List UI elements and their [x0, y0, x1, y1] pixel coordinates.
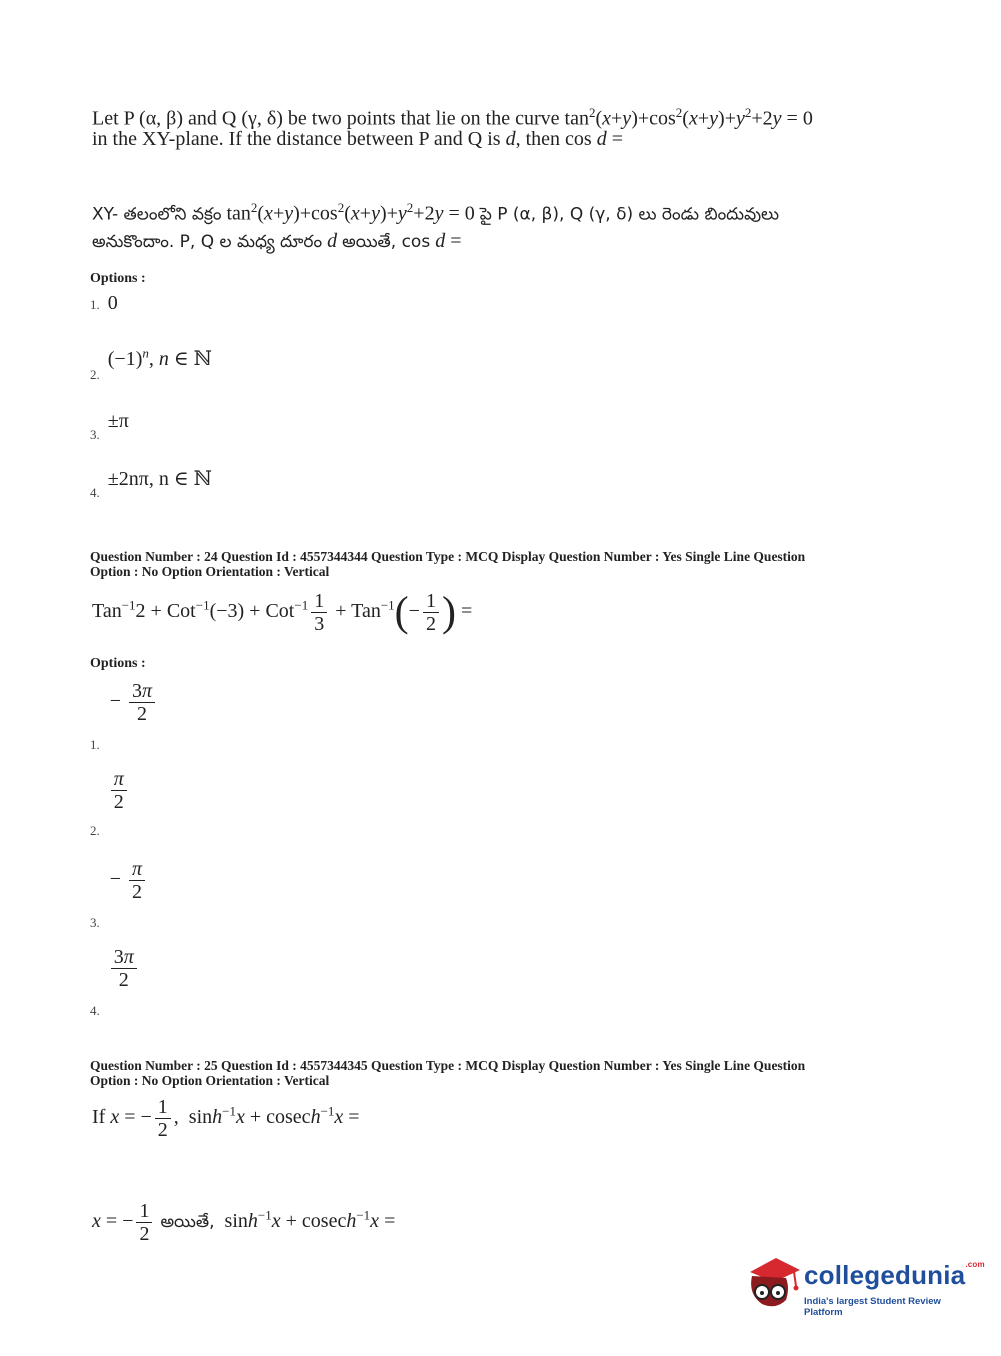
- logo-suffix: .com: [965, 1260, 985, 1269]
- q23-option-3[interactable]: $_{3.}$ ±π: [90, 410, 129, 442]
- q23-telugu-line2: అనుకొందాం. P, Q ల మధ్య దూరం d అయితే, cos d =: [92, 230, 462, 252]
- mascot-icon: [742, 1252, 802, 1312]
- q25-question-telugu: x = − $\frac{1}{2}$ అయితే, $\sinh^{-1}x + cosech^{-1}x$ =: [92, 1200, 396, 1245]
- q23-telugu-line1: XY- తలంలోని వక్రం $\tan^2(x+y)+\cos^2(x+y)+y^2+2y = 0$ పై P (α, β), Q (γ, δ) లు రెండు బిందువులు: [92, 200, 779, 225]
- q24-meta: Question Number : 24 Question Id : 4557344344 Question Type : MCQ Display Question Number : Yes Single Line Question Option : No Option Orientation : Vertical: [90, 549, 806, 579]
- collegedunia-logo[interactable]: [742, 1250, 985, 1320]
- q24-option-2[interactable]: $_{2.}$ $\frac{\pi}{2}$: [90, 768, 130, 813]
- logo-brand: collegedunia: [804, 1260, 966, 1290]
- q24-question: Tan$^{-1}$2 + Cot$^{-1}$(−3) + Cot$^{-1}$ $\frac{1}{3}$ + Tan$^{-1}$(− $\frac{1}{2}$ ) =: [92, 589, 473, 636]
- q23-option-4[interactable]: $_{4.}$ ±2nπ, n ∈ ℕ: [90, 468, 212, 500]
- q24-option-1[interactable]: $_{1.}$ − $\frac{3\pi}{2}$: [90, 680, 158, 725]
- q23-english-line2: in the XY-plane. If the distance between P and Q is d, then cos d =: [92, 128, 623, 150]
- q24-options-header: Options :: [90, 656, 146, 671]
- q23-english-line1: Let P (α, β) and Q (γ, δ) be two points that lie on the curve $\tan^2(x+y)+\cos^2(x+y)+y^2+2y = 0$: [92, 105, 813, 130]
- q25-question-english: If x = − $\frac{1}{2}$ , $\sinh^{-1}x + cosech^{-1}x$ =: [92, 1096, 360, 1141]
- q23-option-1[interactable]: 1. 0: [90, 292, 118, 314]
- q25-meta: Question Number : 25 Question Id : 4557344345 Question Type : MCQ Display Question Number : Yes Single Line Question Option : No Option Orientation : Vertical: [90, 1058, 806, 1088]
- logo-tagline: India's largest Student Review Platform: [804, 1296, 941, 1318]
- q23-options-header: Options :: [90, 271, 146, 286]
- q23-option-2[interactable]: $_{2.}$ $(-1)^n$, n ∈ ℕ: [90, 345, 212, 382]
- q24-option-4[interactable]: $_{4.}$ $\frac{3\pi}{2}$: [90, 946, 140, 991]
- q24-option-3[interactable]: $_{3.}$ − $\frac{\pi}{2}$: [90, 858, 148, 903]
